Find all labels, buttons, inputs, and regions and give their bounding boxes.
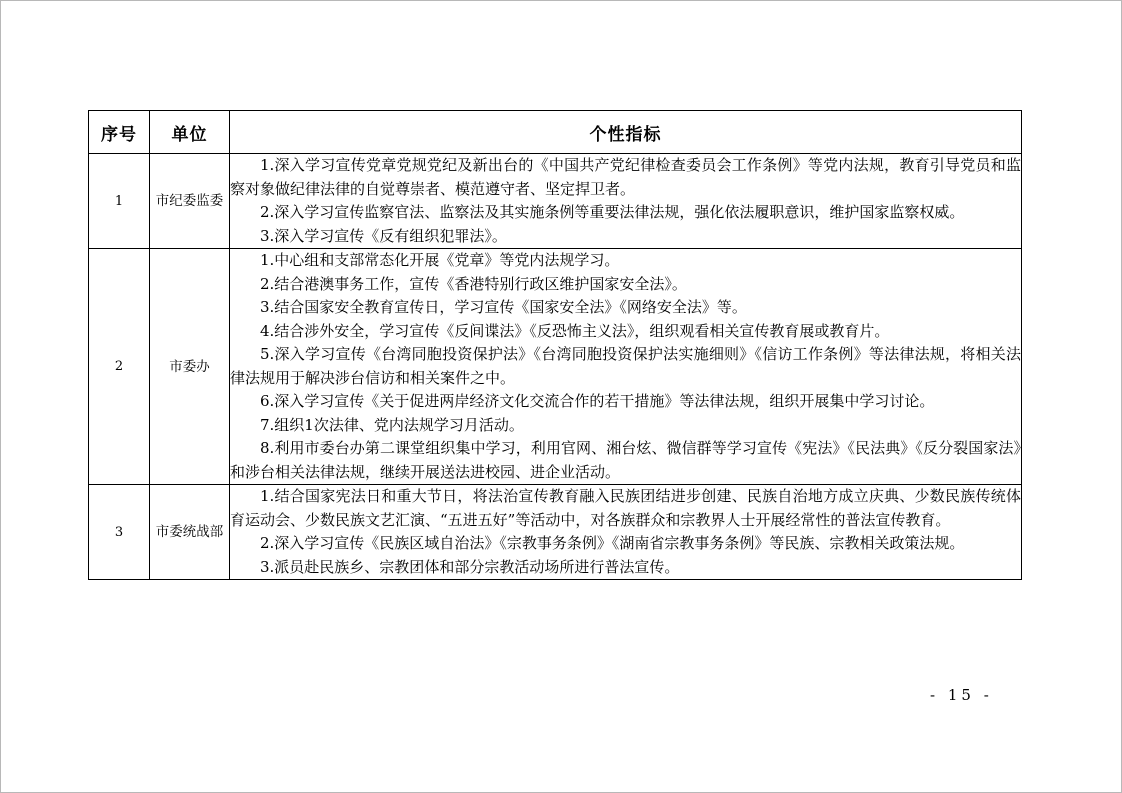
- header-unit: 单位: [150, 111, 230, 154]
- header-row: [89, 111, 1022, 154]
- indicator-item: 2.结合港澳事务工作，宣传《香港特别行政区维护国家安全法》。: [260, 274, 687, 293]
- table-row: [89, 154, 1022, 249]
- indicator-item: 1.中心组和支部常态化开展《党章》等党内法规学习。: [260, 251, 620, 269]
- row-indicators: [230, 249, 1022, 485]
- table-row: [89, 485, 1022, 580]
- indicator-item: 7.组织1次法律、党内法规学习月活动。: [260, 415, 524, 434]
- indicator-item: 3.深入学习宣传《反有组织犯罪法》。: [260, 226, 507, 245]
- indicator-item: 1.深入学习宣传党章党规党纪及新出台的《中国共产党纪律检查委员会工作条例》等党内法规，教育引导党员和监察对象做纪律法律的自觉尊崇者、模范遵守者、坚定捍卫者。: [230, 156, 1021, 198]
- indicator-item: 2.深入学习宣传监察官法、监察法及其实施条例等重要法律法规，强化依法履职意识，维护国家监察权威。: [260, 203, 965, 221]
- row-number: 1: [89, 154, 150, 249]
- indicator-item: 4.结合涉外安全，学习宣传《反间谍法》《反恐怖主义法》，组织观看相关宣传教育展或教育片。: [260, 321, 890, 340]
- indicator-item: 5.深入学习宣传《台湾同胞投资保护法》《台湾同胞投资保护法实施细则》《信访工作条例》等法律法规，将相关法律法规用于解决涉台信访和相关案件之中。: [230, 345, 1021, 387]
- row-number: 3: [89, 485, 150, 580]
- row-number: 2: [89, 249, 150, 485]
- indicator-item: 3.派员赴民族乡、宗教团体和部分宗教活动场所进行普法宣传。: [260, 557, 680, 576]
- page-number: - 15 -: [930, 686, 993, 704]
- row-unit: 市委统战部: [150, 485, 230, 580]
- row-indicators: [230, 154, 1022, 249]
- indicator-item: 8.利用市委台办第二课堂组织集中学习，利用官网、湘台炫、微信群等学习宣传《宪法》《民法典》《反分裂国家法》和涉台相关法律法规，继续开展送法进校园、进企业活动。: [230, 439, 1021, 481]
- header-indicator: 个性指标: [230, 111, 1022, 154]
- indicator-item: 3.结合国家安全教育宣传日，学习宣传《国家安全法》《网络安全法》等。: [260, 298, 747, 316]
- header-seq: 序号: [89, 111, 150, 154]
- row-indicators: [230, 485, 1022, 580]
- table-row: [89, 249, 1022, 485]
- indicator-item: 1.结合国家宪法日和重大节日，将法治宣传教育融入民族团结进步创建、民族自治地方成立庆典、少数民族传统体育运动会、少数民族文艺汇演、“五进五好”等活动中，对各族群众和宗教界人士开展经常性的普法宣传教育。: [230, 487, 1021, 529]
- row-unit: 市纪委监委: [150, 154, 230, 249]
- indicator-table: [88, 110, 1022, 580]
- indicator-item: 6.深入学习宣传《关于促进两岸经济文化交流合作的若干措施》等法律法规，组织开展集中学习讨论。: [260, 392, 935, 410]
- indicator-item: 2.深入学习宣传《民族区域自治法》《宗教事务条例》《湖南省宗教事务条例》等民族、宗教相关政策法规。: [260, 534, 965, 552]
- row-unit: 市委办: [150, 249, 230, 485]
